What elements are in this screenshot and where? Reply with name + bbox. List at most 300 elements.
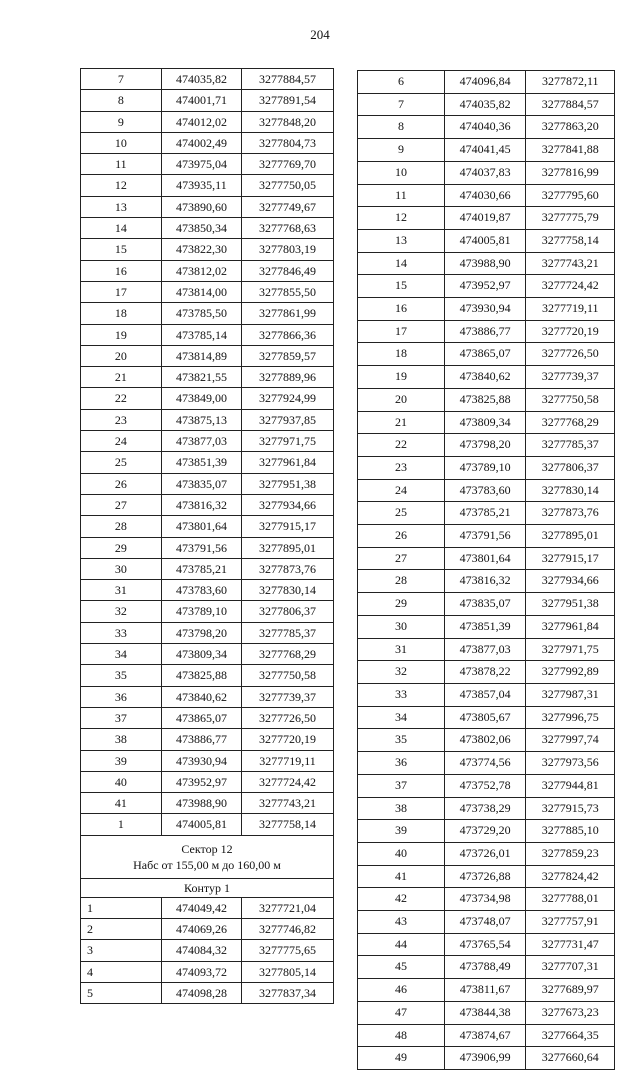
x-coordinate-cell: 474098,28 — [161, 982, 241, 1003]
table-row — [81, 452, 334, 473]
point-number-cell: 7 — [81, 69, 162, 90]
x-coordinate-cell: 473791,56 — [444, 525, 526, 548]
x-coordinate-cell: 473840,62 — [444, 366, 526, 389]
x-coordinate-cell: 473726,01 — [444, 842, 526, 865]
y-coordinate-cell: 3277720,19 — [526, 320, 615, 343]
point-number-cell: 22 — [358, 434, 445, 457]
y-coordinate-cell: 3277749,67 — [242, 196, 334, 217]
y-coordinate-cell: 3277785,37 — [526, 434, 615, 457]
y-coordinate-cell: 3277866,36 — [242, 324, 334, 345]
table-row — [81, 537, 334, 558]
y-coordinate-cell: 3277664,35 — [526, 1024, 615, 1047]
table-row — [358, 752, 615, 775]
point-number-cell: 34 — [358, 706, 445, 729]
point-number-cell: 27 — [81, 494, 162, 515]
table-row — [358, 729, 615, 752]
y-coordinate-cell: 3277997,74 — [526, 729, 615, 752]
sector-header — [81, 835, 334, 878]
x-coordinate-cell: 474005,81 — [444, 229, 526, 252]
x-coordinate-cell: 473835,07 — [161, 473, 241, 494]
x-coordinate-cell: 473952,97 — [444, 275, 526, 298]
y-coordinate-cell: 3277859,23 — [526, 842, 615, 865]
y-coordinate-cell: 3277739,37 — [242, 686, 334, 707]
x-coordinate-cell: 473785,21 — [444, 502, 526, 525]
table-row — [358, 888, 615, 911]
y-coordinate-cell: 3277873,76 — [242, 558, 334, 579]
table-row — [358, 615, 615, 638]
point-number-cell: 40 — [358, 842, 445, 865]
x-coordinate-cell: 474040,36 — [444, 116, 526, 139]
table-row — [81, 239, 334, 260]
table-row — [81, 345, 334, 366]
table-row — [358, 298, 615, 321]
table-row — [81, 918, 334, 939]
table-row — [81, 707, 334, 728]
x-coordinate-cell: 473865,07 — [161, 707, 241, 728]
x-coordinate-cell: 473801,64 — [444, 547, 526, 570]
table-row — [358, 706, 615, 729]
y-coordinate-cell: 3277806,37 — [526, 456, 615, 479]
y-coordinate-cell: 3277996,75 — [526, 706, 615, 729]
table-row — [358, 93, 615, 116]
table-row — [358, 207, 615, 230]
y-coordinate-cell: 3277944,81 — [526, 774, 615, 797]
table-row — [358, 661, 615, 684]
point-number-cell: 41 — [358, 865, 445, 888]
point-number-cell: 42 — [358, 888, 445, 911]
y-coordinate-cell: 3277768,63 — [242, 218, 334, 239]
x-coordinate-cell: 473809,34 — [444, 411, 526, 434]
x-coordinate-cell: 473851,39 — [161, 452, 241, 473]
x-coordinate-cell: 474093,72 — [161, 961, 241, 982]
point-number-cell: 21 — [358, 411, 445, 434]
table-row — [358, 638, 615, 661]
y-coordinate-cell: 3277726,50 — [242, 707, 334, 728]
table-row — [358, 1047, 615, 1070]
x-coordinate-cell: 473890,60 — [161, 196, 241, 217]
point-number-cell: 43 — [358, 911, 445, 934]
table-row — [81, 132, 334, 153]
point-number-cell: 22 — [81, 388, 162, 409]
table-row — [81, 644, 334, 665]
y-coordinate-cell: 3277768,29 — [242, 644, 334, 665]
y-coordinate-cell: 3277743,21 — [242, 793, 334, 814]
x-coordinate-cell: 473798,20 — [161, 622, 241, 643]
point-number-cell: 32 — [358, 661, 445, 684]
point-number-cell: 24 — [81, 431, 162, 452]
point-number-cell: 35 — [358, 729, 445, 752]
x-coordinate-cell: 474084,32 — [161, 940, 241, 961]
table-row — [81, 580, 334, 601]
x-coordinate-cell: 473857,04 — [444, 683, 526, 706]
x-coordinate-cell: 473952,97 — [161, 771, 241, 792]
point-number-cell: 21 — [81, 367, 162, 388]
sector-title: Сектор 12 — [181, 841, 233, 856]
table-row — [81, 750, 334, 771]
point-number-cell: 19 — [358, 366, 445, 389]
y-coordinate-cell: 3277707,31 — [526, 956, 615, 979]
x-coordinate-cell: 473811,67 — [444, 979, 526, 1002]
point-number-cell: 44 — [358, 933, 445, 956]
table-row — [81, 665, 334, 686]
point-number-cell: 14 — [81, 218, 162, 239]
x-coordinate-cell: 473840,62 — [161, 686, 241, 707]
table-row — [358, 139, 615, 162]
y-coordinate-cell: 3277743,21 — [526, 252, 615, 275]
y-coordinate-cell: 3277855,50 — [242, 281, 334, 302]
point-number-cell: 28 — [358, 570, 445, 593]
point-number-cell: 36 — [358, 752, 445, 775]
y-coordinate-cell: 3277992,89 — [526, 661, 615, 684]
point-number-cell: 37 — [358, 774, 445, 797]
y-coordinate-cell: 3277915,17 — [242, 516, 334, 537]
table-row — [358, 320, 615, 343]
y-coordinate-cell: 3277660,64 — [526, 1047, 615, 1070]
table-row — [358, 456, 615, 479]
table-row — [358, 479, 615, 502]
point-number-cell: 48 — [358, 1024, 445, 1047]
y-coordinate-cell: 3277961,84 — [526, 615, 615, 638]
y-coordinate-cell: 3277971,75 — [526, 638, 615, 661]
table-row — [358, 956, 615, 979]
y-coordinate-cell: 3277795,60 — [526, 184, 615, 207]
x-coordinate-cell: 473844,38 — [444, 1001, 526, 1024]
table-row — [358, 979, 615, 1002]
page-number: 204 — [310, 27, 330, 42]
x-coordinate-cell: 473821,55 — [161, 367, 241, 388]
table-row — [358, 933, 615, 956]
table-row — [358, 570, 615, 593]
point-number-cell: 39 — [81, 750, 162, 771]
table-row — [81, 260, 334, 281]
point-number-cell: 23 — [358, 456, 445, 479]
y-coordinate-cell: 3277804,73 — [242, 132, 334, 153]
x-coordinate-cell: 474096,84 — [444, 71, 526, 94]
x-coordinate-cell: 473988,90 — [161, 793, 241, 814]
point-number-cell: 28 — [81, 516, 162, 537]
point-number-cell: 7 — [358, 93, 445, 116]
y-coordinate-cell: 3277775,65 — [242, 940, 334, 961]
table-row — [81, 494, 334, 515]
point-number-cell: 33 — [81, 622, 162, 643]
table-row — [81, 771, 334, 792]
point-number-cell: 38 — [81, 729, 162, 750]
y-coordinate-cell: 3277891,54 — [242, 90, 334, 111]
point-number-cell: 16 — [358, 298, 445, 321]
x-coordinate-cell: 473850,34 — [161, 218, 241, 239]
y-coordinate-cell: 3277750,58 — [242, 665, 334, 686]
x-coordinate-cell: 473765,54 — [444, 933, 526, 956]
x-coordinate-cell: 474069,26 — [161, 918, 241, 939]
point-number-cell: 37 — [81, 707, 162, 728]
x-coordinate-cell: 473785,50 — [161, 303, 241, 324]
x-coordinate-cell: 473877,03 — [444, 638, 526, 661]
coordinates-table-right — [357, 70, 615, 1070]
y-coordinate-cell: 3277895,01 — [526, 525, 615, 548]
y-coordinate-cell: 3277816,99 — [526, 161, 615, 184]
table-row — [358, 411, 615, 434]
x-coordinate-cell: 473785,14 — [161, 324, 241, 345]
table-row — [358, 842, 615, 865]
y-coordinate-cell: 3277841,88 — [526, 139, 615, 162]
table-row — [81, 940, 334, 961]
x-coordinate-cell: 473825,88 — [161, 665, 241, 686]
point-number-cell: 17 — [81, 281, 162, 302]
x-coordinate-cell: 473785,21 — [161, 558, 241, 579]
table-row — [81, 175, 334, 196]
y-coordinate-cell: 3277873,76 — [526, 502, 615, 525]
point-number-cell: 8 — [81, 90, 162, 111]
x-coordinate-cell: 473774,56 — [444, 752, 526, 775]
point-number-cell: 25 — [358, 502, 445, 525]
point-number-cell: 1 — [81, 814, 162, 835]
table-row — [358, 71, 615, 94]
point-number-cell: 17 — [358, 320, 445, 343]
table-row — [81, 218, 334, 239]
y-coordinate-cell: 3277973,56 — [526, 752, 615, 775]
point-number-cell: 9 — [358, 139, 445, 162]
sector-header-row — [81, 835, 334, 878]
point-number-cell: 15 — [358, 275, 445, 298]
x-coordinate-cell: 474005,81 — [161, 814, 241, 835]
table-row — [358, 911, 615, 934]
x-coordinate-cell: 473812,02 — [161, 260, 241, 281]
point-number-cell: 16 — [81, 260, 162, 281]
x-coordinate-cell: 473729,20 — [444, 820, 526, 843]
y-coordinate-cell: 3277724,42 — [242, 771, 334, 792]
table-row — [81, 601, 334, 622]
table-row — [81, 814, 334, 835]
x-coordinate-cell: 473849,00 — [161, 388, 241, 409]
point-number-cell: 4 — [81, 961, 162, 982]
x-coordinate-cell: 474035,82 — [161, 69, 241, 90]
x-coordinate-cell: 474035,82 — [444, 93, 526, 116]
point-number-cell: 13 — [358, 229, 445, 252]
x-coordinate-cell: 473726,88 — [444, 865, 526, 888]
x-coordinate-cell: 473789,10 — [444, 456, 526, 479]
coordinates-table-left — [80, 68, 334, 1004]
y-coordinate-cell: 3277861,99 — [242, 303, 334, 324]
table-row — [81, 516, 334, 537]
x-coordinate-cell: 474002,49 — [161, 132, 241, 153]
table-row — [81, 473, 334, 494]
point-number-cell: 34 — [81, 644, 162, 665]
x-coordinate-cell: 473875,13 — [161, 409, 241, 430]
point-number-cell: 11 — [81, 154, 162, 175]
table-row — [81, 90, 334, 111]
point-number-cell: 15 — [81, 239, 162, 260]
y-coordinate-cell: 3277987,31 — [526, 683, 615, 706]
contour-title: Контур 1 — [81, 878, 334, 897]
table-row — [81, 622, 334, 643]
table-row — [358, 1024, 615, 1047]
x-coordinate-cell: 473798,20 — [444, 434, 526, 457]
x-coordinate-cell: 473825,88 — [444, 388, 526, 411]
y-coordinate-cell: 3277750,58 — [526, 388, 615, 411]
x-coordinate-cell: 473801,64 — [161, 516, 241, 537]
x-coordinate-cell: 473930,94 — [161, 750, 241, 771]
contour-header-row — [81, 878, 334, 897]
y-coordinate-cell: 3277719,11 — [242, 750, 334, 771]
y-coordinate-cell: 3277673,23 — [526, 1001, 615, 1024]
x-coordinate-cell: 474041,45 — [444, 139, 526, 162]
table-row — [81, 154, 334, 175]
point-number-cell: 31 — [358, 638, 445, 661]
table-row — [358, 275, 615, 298]
x-coordinate-cell: 473877,03 — [161, 431, 241, 452]
x-coordinate-cell: 474037,83 — [444, 161, 526, 184]
x-coordinate-cell: 474012,02 — [161, 111, 241, 132]
y-coordinate-cell: 3277830,14 — [526, 479, 615, 502]
y-coordinate-cell: 3277750,05 — [242, 175, 334, 196]
y-coordinate-cell: 3277739,37 — [526, 366, 615, 389]
point-number-cell: 24 — [358, 479, 445, 502]
point-number-cell: 19 — [81, 324, 162, 345]
table-row — [358, 502, 615, 525]
x-coordinate-cell: 474019,87 — [444, 207, 526, 230]
y-coordinate-cell: 3277757,91 — [526, 911, 615, 934]
point-number-cell: 33 — [358, 683, 445, 706]
y-coordinate-cell: 3277934,66 — [242, 494, 334, 515]
x-coordinate-cell: 473783,60 — [161, 580, 241, 601]
point-number-cell: 38 — [358, 797, 445, 820]
y-coordinate-cell: 3277824,42 — [526, 865, 615, 888]
point-number-cell: 49 — [358, 1047, 445, 1070]
point-number-cell: 27 — [358, 547, 445, 570]
y-coordinate-cell: 3277915,73 — [526, 797, 615, 820]
table-row — [358, 343, 615, 366]
point-number-cell: 47 — [358, 1001, 445, 1024]
table-row — [358, 366, 615, 389]
y-coordinate-cell: 3277746,82 — [242, 918, 334, 939]
y-coordinate-cell: 3277951,38 — [526, 593, 615, 616]
point-number-cell: 20 — [81, 345, 162, 366]
point-number-cell: 12 — [358, 207, 445, 230]
table-row — [358, 683, 615, 706]
y-coordinate-cell: 3277788,01 — [526, 888, 615, 911]
table-row — [358, 1001, 615, 1024]
y-coordinate-cell: 3277720,19 — [242, 729, 334, 750]
point-number-cell: 8 — [358, 116, 445, 139]
y-coordinate-cell: 3277863,20 — [526, 116, 615, 139]
table-row — [81, 388, 334, 409]
x-coordinate-cell: 473752,78 — [444, 774, 526, 797]
table-row — [81, 324, 334, 345]
x-coordinate-cell: 473748,07 — [444, 911, 526, 934]
x-coordinate-cell: 473988,90 — [444, 252, 526, 275]
x-coordinate-cell: 473906,99 — [444, 1047, 526, 1070]
y-coordinate-cell: 3277961,84 — [242, 452, 334, 473]
y-coordinate-cell: 3277768,29 — [526, 411, 615, 434]
table-row — [81, 897, 334, 918]
y-coordinate-cell: 3277830,14 — [242, 580, 334, 601]
x-coordinate-cell: 473814,00 — [161, 281, 241, 302]
x-coordinate-cell: 473814,89 — [161, 345, 241, 366]
table-row — [81, 69, 334, 90]
y-coordinate-cell: 3277731,47 — [526, 933, 615, 956]
y-coordinate-cell: 3277915,17 — [526, 547, 615, 570]
table-row — [358, 388, 615, 411]
x-coordinate-cell: 473738,29 — [444, 797, 526, 820]
point-number-cell: 11 — [358, 184, 445, 207]
point-number-cell: 13 — [81, 196, 162, 217]
point-number-cell: 26 — [358, 525, 445, 548]
point-number-cell: 30 — [81, 558, 162, 579]
table-row — [358, 547, 615, 570]
x-coordinate-cell: 473886,77 — [161, 729, 241, 750]
x-coordinate-cell: 473975,04 — [161, 154, 241, 175]
y-coordinate-cell: 3277769,70 — [242, 154, 334, 175]
point-number-cell: 45 — [358, 956, 445, 979]
x-coordinate-cell: 473809,34 — [161, 644, 241, 665]
x-coordinate-cell: 473865,07 — [444, 343, 526, 366]
sector-subtitle: Набс от 155,00 м до 160,00 м — [133, 857, 281, 872]
point-number-cell: 31 — [81, 580, 162, 601]
point-number-cell: 5 — [81, 982, 162, 1003]
point-number-cell: 1 — [81, 897, 162, 918]
point-number-cell: 9 — [81, 111, 162, 132]
y-coordinate-cell: 3277775,79 — [526, 207, 615, 230]
table-row — [81, 961, 334, 982]
point-number-cell: 23 — [81, 409, 162, 430]
table-row — [358, 184, 615, 207]
x-coordinate-cell: 473878,22 — [444, 661, 526, 684]
table-row — [81, 303, 334, 324]
point-number-cell: 29 — [358, 593, 445, 616]
point-number-cell: 12 — [81, 175, 162, 196]
point-number-cell: 29 — [81, 537, 162, 558]
point-number-cell: 3 — [81, 940, 162, 961]
x-coordinate-cell: 473822,30 — [161, 239, 241, 260]
point-number-cell: 40 — [81, 771, 162, 792]
y-coordinate-cell: 3277884,57 — [242, 69, 334, 90]
table-row — [81, 686, 334, 707]
y-coordinate-cell: 3277859,57 — [242, 345, 334, 366]
x-coordinate-cell: 473851,39 — [444, 615, 526, 638]
point-number-cell: 35 — [81, 665, 162, 686]
point-number-cell: 41 — [81, 793, 162, 814]
y-coordinate-cell: 3277872,11 — [526, 71, 615, 94]
table-row — [81, 367, 334, 388]
table-row — [81, 431, 334, 452]
table-row — [358, 820, 615, 843]
x-coordinate-cell: 473734,98 — [444, 888, 526, 911]
point-number-cell: 14 — [358, 252, 445, 275]
x-coordinate-cell: 473874,67 — [444, 1024, 526, 1047]
x-coordinate-cell: 474030,66 — [444, 184, 526, 207]
table-row — [358, 593, 615, 616]
table-row — [81, 729, 334, 750]
table-row — [358, 229, 615, 252]
x-coordinate-cell: 474049,42 — [161, 897, 241, 918]
point-number-cell: 30 — [358, 615, 445, 638]
x-coordinate-cell: 473886,77 — [444, 320, 526, 343]
y-coordinate-cell: 3277689,97 — [526, 979, 615, 1002]
y-coordinate-cell: 3277951,38 — [242, 473, 334, 494]
point-number-cell: 18 — [358, 343, 445, 366]
x-coordinate-cell: 473788,49 — [444, 956, 526, 979]
table-row — [358, 161, 615, 184]
point-number-cell: 26 — [81, 473, 162, 494]
y-coordinate-cell: 3277895,01 — [242, 537, 334, 558]
y-coordinate-cell: 3277934,66 — [526, 570, 615, 593]
y-coordinate-cell: 3277785,37 — [242, 622, 334, 643]
point-number-cell: 6 — [358, 71, 445, 94]
y-coordinate-cell: 3277805,14 — [242, 961, 334, 982]
y-coordinate-cell: 3277726,50 — [526, 343, 615, 366]
point-number-cell: 20 — [358, 388, 445, 411]
y-coordinate-cell: 3277803,19 — [242, 239, 334, 260]
